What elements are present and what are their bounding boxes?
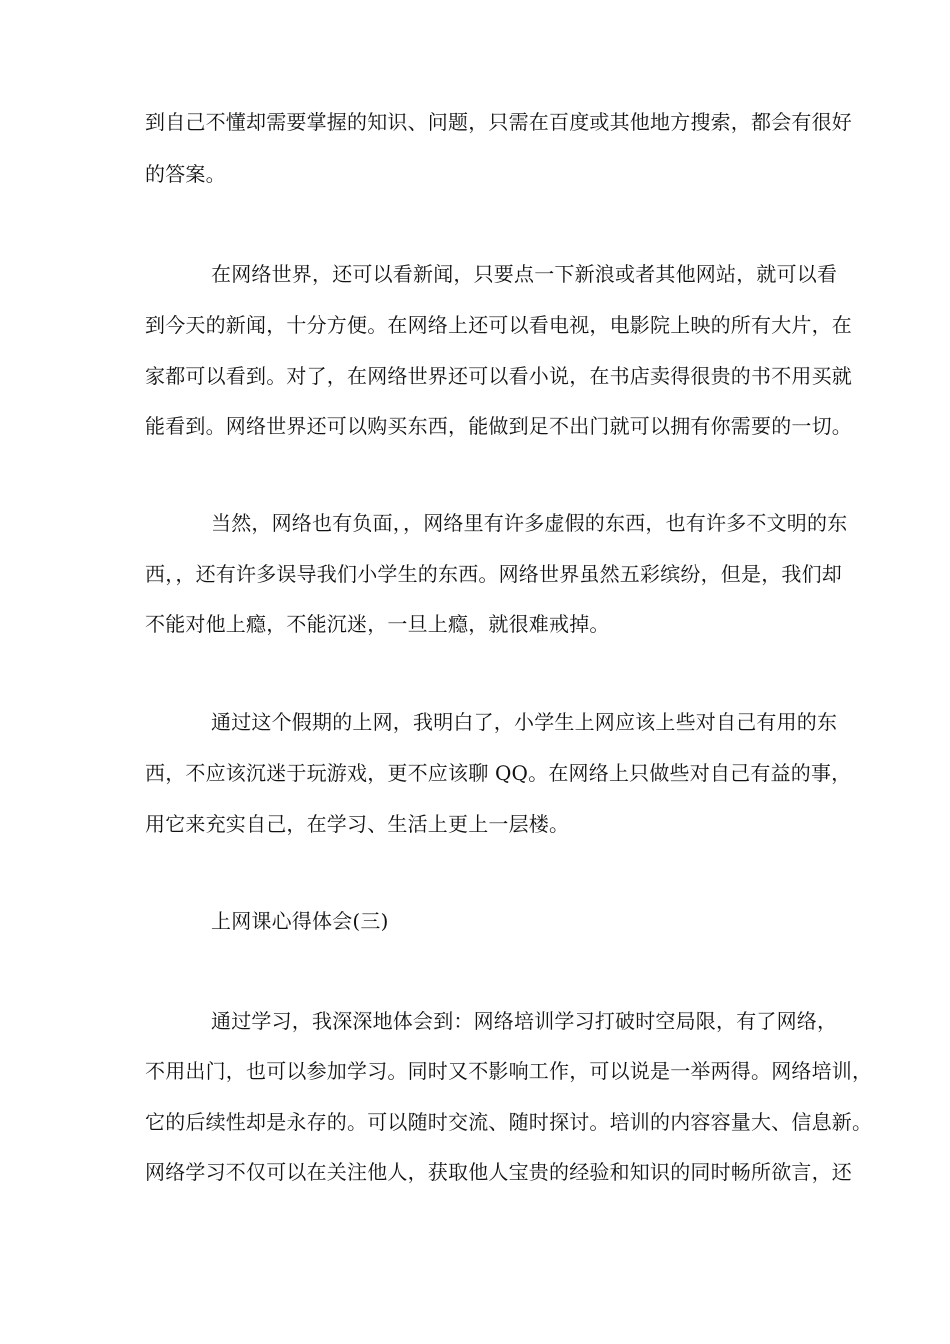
paragraph-line: 不能对他上瘾，不能沉迷，一旦上瘾，就很难戒掉。 xyxy=(145,612,610,636)
paragraph-line: 用它来充实自己，在学习、生活上更上一层楼。 xyxy=(145,812,570,836)
paragraph-line: 到自己不懂却需要掌握的知识、问题，只需在百度或其他地方搜索，都会有很好 xyxy=(145,110,852,134)
section-heading: 上网课心得体会(三) xyxy=(211,909,389,933)
paragraph-line: 西，不应该沉迷于玩游戏，更不应该聊 QQ。在网络上只做些对自己有益的事， xyxy=(145,761,852,785)
paragraph-line: 到今天的新闻，十分方便。在网络上还可以看电视，电影院上映的所有大片，在 xyxy=(145,313,852,337)
paragraph-line: 西，，还有许多误导我们小学生的东西。网络世界虽然五彩缤纷，但是，我们却 xyxy=(145,562,842,586)
paragraph-line: 当然，网络也有负面，，网络里有许多虚假的东西，也有许多不文明的东 xyxy=(211,511,848,535)
paragraph-line: 能看到。网络世界还可以购买东西，能做到足不出门就可以拥有你需要的一切。 xyxy=(145,414,852,438)
paragraph-line: 通过这个假期的上网，我明白了，小学生上网应该上些对自己有用的东 xyxy=(211,710,838,734)
paragraph-line: 家都可以看到。对了，在网络世界还可以看小说，在书店卖得很贵的书不用买就 xyxy=(145,364,852,388)
paragraph-line: 不用出门，也可以参加学习。同时又不影响工作，可以说是一举两得。网络培训， xyxy=(145,1059,873,1083)
paragraph-line: 通过学习，我深深地体会到：网络培训学习打破时空局限，有了网络， xyxy=(211,1009,838,1033)
paragraph-line: 的答案。 xyxy=(145,162,226,186)
paragraph-line: 在网络世界，还可以看新闻，只要点一下新浪或者其他网站，就可以看 xyxy=(211,262,838,286)
paragraph-line: 它的后续性却是永存的。可以随时交流、随时探讨。培训的内容容量大、信息新。 xyxy=(145,1110,873,1134)
paragraph-line: 网络学习不仅可以在关注他人，获取他人宝贵的经验和知识的同时畅所欲言，还 xyxy=(145,1160,852,1184)
